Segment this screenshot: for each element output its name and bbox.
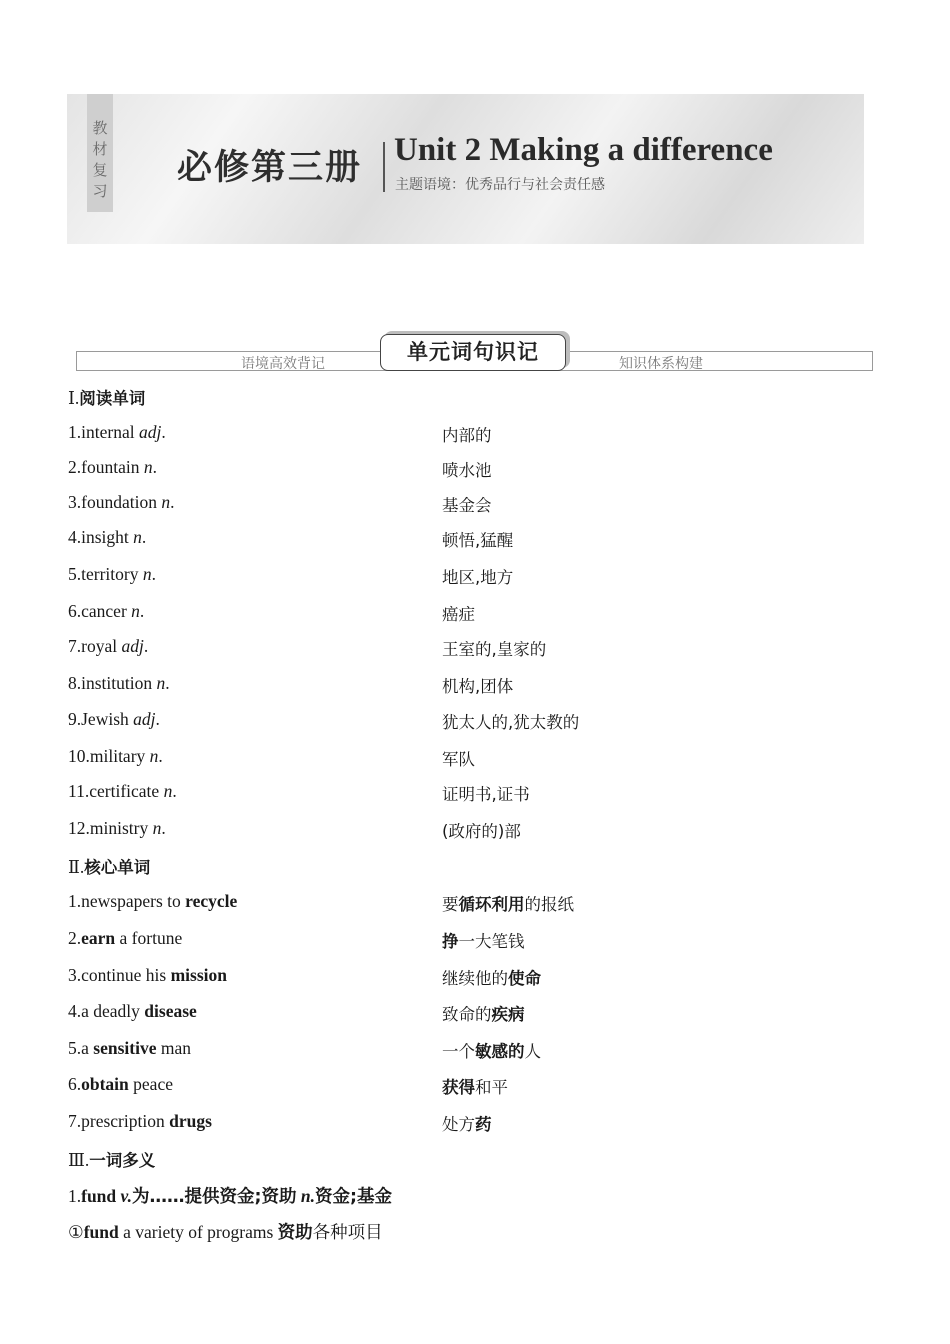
key-word: mission: [170, 965, 227, 985]
vocab-meaning: 顿悟,猛醒: [442, 531, 514, 550]
pos-period: .: [161, 422, 166, 442]
part-of-speech: adj: [121, 636, 144, 656]
item-number: 6.: [68, 1074, 82, 1094]
vocab-word: [68, 457, 157, 478]
item-number: 10.: [68, 746, 90, 766]
vocab-meaning: 内部的: [442, 426, 492, 445]
part-of-speech: n: [161, 492, 171, 512]
vocab-word: [68, 636, 148, 657]
phrase-text: man: [156, 1038, 191, 1058]
vocab-word: [68, 422, 166, 443]
section-right-note: 知识体系构建: [619, 357, 703, 372]
word: ministry: [89, 818, 153, 838]
meaning-text: 致命的: [442, 1005, 492, 1024]
part-heading-polysemy: [68, 1147, 155, 1171]
phrase: [68, 891, 237, 912]
word: institution: [81, 673, 157, 693]
part-of-speech: v.: [120, 1186, 133, 1206]
textbook-review-tab: 教材复习: [87, 94, 113, 212]
key-meaning: 敏感的: [475, 1042, 525, 1061]
pos-period: .: [170, 492, 175, 512]
vocab-meaning: 王室的,皇家的: [442, 640, 547, 659]
phrase-meaning: [442, 1001, 525, 1025]
word: insight: [81, 527, 134, 547]
part-of-speech: n: [156, 673, 166, 693]
pos-period: .: [141, 527, 147, 547]
meaning-text: 和平: [475, 1078, 508, 1097]
item-number: 9.: [68, 709, 82, 729]
key-word: drugs: [169, 1111, 212, 1131]
vocab-meaning: (政府的)部: [442, 822, 521, 841]
section-left-note: 语境高效背记: [241, 357, 325, 372]
example-sentence: [68, 1219, 383, 1244]
meaning-1: 为……提供资金;资助: [132, 1187, 297, 1207]
part-number: Ⅰ.: [68, 388, 80, 408]
item-number: 8.: [68, 673, 82, 693]
meaning-text: 一个: [442, 1042, 475, 1061]
word: cancer: [81, 601, 132, 621]
phrase: [68, 1074, 173, 1095]
phrase-meaning: [442, 928, 525, 952]
vocab-meaning: 癌症: [442, 605, 475, 624]
item-number: 11.: [68, 781, 90, 801]
section-title: 单元词句识记: [380, 334, 566, 371]
part-label: 一词多义: [89, 1151, 156, 1170]
pos-period: .: [152, 457, 157, 477]
word: Jewish: [81, 709, 134, 729]
vocab-word: [68, 709, 160, 730]
example-text: a variety of programs: [118, 1222, 278, 1242]
item-number: 1.: [68, 422, 82, 442]
phrase: [68, 928, 182, 949]
pos-period: .: [143, 636, 149, 656]
item-number: 1.: [68, 891, 82, 911]
vocab-word: [68, 746, 163, 767]
vocab-word: [68, 818, 166, 839]
banner-divider: [383, 142, 385, 192]
word: fountain: [81, 457, 144, 477]
item-number: 2.: [68, 928, 82, 948]
meaning-text: 继续他的: [442, 969, 508, 988]
vocab-meaning: 基金会: [442, 496, 492, 515]
phrase: [68, 1001, 197, 1022]
phrase-text: continue his: [81, 965, 171, 985]
key-word: fund: [83, 1222, 119, 1242]
unit-banner: [67, 94, 864, 244]
word: certificate: [89, 781, 164, 801]
key-word: fund: [81, 1186, 121, 1206]
part-heading-reading-words: [68, 385, 145, 409]
vocab-meaning: 犹太人的,犹太教的: [442, 713, 580, 732]
key-word: recycle: [185, 891, 238, 911]
item-number: 5.: [68, 1038, 82, 1058]
item-number: 7.: [68, 636, 82, 656]
example-meaning: 各种项目: [312, 1223, 383, 1243]
part-number: Ⅱ.: [68, 857, 85, 877]
part-number: Ⅲ.: [68, 1150, 90, 1170]
phrase-meaning: [442, 1111, 492, 1135]
polysemy-entry: [68, 1183, 392, 1208]
phrase-text: newspapers to: [81, 891, 186, 911]
phrase-text: a deadly: [81, 1001, 145, 1021]
vocab-word: [68, 527, 146, 548]
pos-period: .: [139, 601, 145, 621]
phrase-text: peace: [128, 1074, 173, 1094]
item-number: 7.: [68, 1111, 82, 1131]
part-of-speech: n: [149, 746, 159, 766]
example-marker: ①: [68, 1222, 84, 1242]
vocab-meaning: 喷水池: [442, 461, 492, 480]
item-number: 1.: [68, 1186, 82, 1206]
part-of-speech: n: [163, 781, 173, 801]
item-number: 12.: [68, 818, 90, 838]
part-of-speech: n: [152, 818, 162, 838]
item-number: 3.: [68, 965, 82, 985]
word: royal: [81, 636, 122, 656]
key-meaning: 获得: [442, 1078, 475, 1097]
book-title: 必修第三册: [177, 148, 363, 188]
phrase-text: prescription: [81, 1111, 170, 1131]
meaning-text: 人: [524, 1042, 541, 1061]
vocab-meaning: 军队: [442, 750, 475, 769]
phrase-text: a: [81, 1038, 94, 1058]
item-number: 4.: [68, 527, 82, 547]
unit-theme: 主题语境：优秀品行与社会责任感: [395, 177, 605, 193]
pos-period: .: [161, 818, 166, 838]
unit-title: Unit 2 Making a difference: [394, 132, 773, 168]
meaning-2: 资金;基金: [315, 1187, 393, 1207]
key-meaning: 挣: [442, 932, 459, 951]
vocab-meaning: 地区,地方: [442, 568, 514, 587]
phrase-meaning: [442, 891, 574, 915]
part-of-speech: n.: [300, 1186, 316, 1206]
key-meaning: 使命: [508, 969, 541, 988]
vocab-meaning: 机构,团体: [442, 677, 514, 696]
pos-period: .: [155, 709, 160, 729]
phrase-text: a fortune: [115, 928, 183, 948]
part-of-speech: n: [131, 601, 140, 621]
part-heading-core-words: [68, 854, 150, 878]
vocab-word: [68, 564, 156, 585]
word: military: [89, 746, 150, 766]
pos-period: .: [151, 564, 156, 584]
part-of-speech: n: [133, 527, 142, 547]
key-meaning: 药: [475, 1115, 492, 1134]
meaning-text: 的报纸: [524, 895, 574, 914]
vocab-word: [68, 781, 177, 802]
item-number: 6.: [68, 601, 82, 621]
key-word: obtain: [81, 1074, 129, 1094]
part-of-speech: adj: [133, 709, 156, 729]
phrase-meaning: [442, 1074, 508, 1098]
phrase: [68, 1111, 212, 1132]
key-meaning: 疾病: [491, 1005, 525, 1024]
meaning-text: 要: [442, 895, 459, 914]
key-meaning: 循环利用: [458, 895, 525, 914]
phrase: [68, 1038, 191, 1059]
phrase-meaning: [442, 1038, 541, 1062]
vocab-word: [68, 601, 144, 622]
item-number: 5.: [68, 564, 82, 584]
item-number: 2.: [68, 457, 82, 477]
part-label: 阅读单词: [79, 389, 146, 408]
part-of-speech: n: [143, 457, 153, 477]
word: territory: [81, 564, 143, 584]
vocab-meaning: 证明书,证书: [442, 785, 530, 804]
part-of-speech: adj: [138, 422, 162, 442]
phrase: [68, 965, 227, 986]
key-word: sensitive: [93, 1038, 157, 1058]
meaning-text: 一大笔钱: [458, 932, 525, 951]
word: internal: [81, 422, 139, 442]
pos-period: .: [172, 781, 177, 801]
phrase-meaning: [442, 965, 541, 989]
vocab-word: [68, 673, 170, 694]
item-number: 3.: [68, 492, 82, 512]
word: foundation: [81, 492, 162, 512]
pos-period: .: [158, 746, 163, 766]
meaning-text: 处方: [442, 1115, 475, 1134]
item-number: 4.: [68, 1001, 82, 1021]
part-of-speech: n: [142, 564, 152, 584]
part-label: 核心单词: [84, 858, 151, 877]
key-word: disease: [144, 1001, 197, 1021]
vocab-word: [68, 492, 174, 513]
pos-period: .: [165, 673, 170, 693]
key-word: earn: [81, 928, 116, 948]
key-meaning: 资助: [277, 1223, 313, 1243]
